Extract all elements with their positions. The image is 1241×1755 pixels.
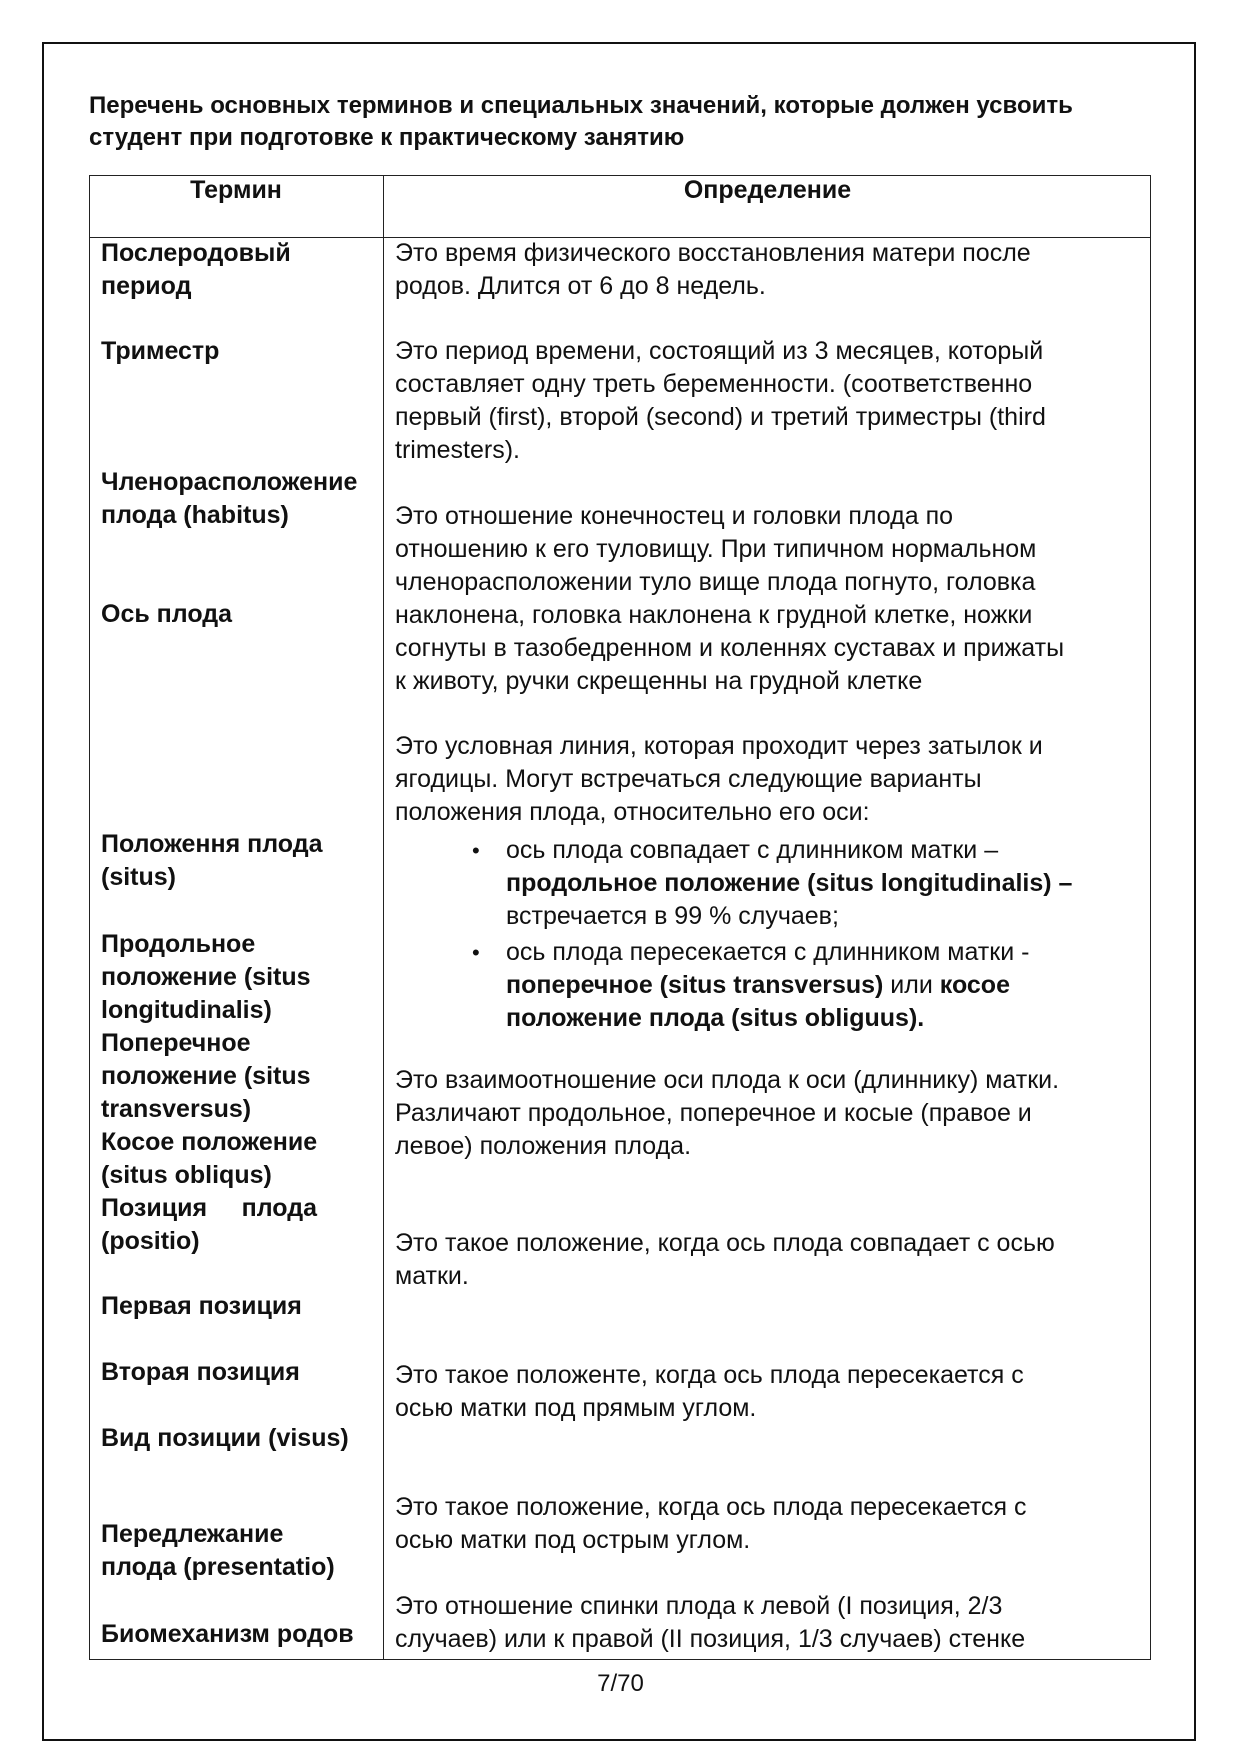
term-positio-word1: Позиция [101,1194,208,1222]
term-visus: Вид позиции (visus) [101,1424,349,1452]
bullet-icon: • [472,940,480,965]
definition-positio: Это отношение спинки плода к левой (I позиция, 2/3 случаев) или к правой (II позиция, 1/3 случаев) стенке [395,1592,1026,1653]
page-number: 7/70 [597,1670,644,1697]
page-title: Перечень основных терминов и специальных значений, которые должен усвоить студент при подготовке к практическому занятию [89,92,1073,151]
bullet-icon: • [472,838,480,863]
term-second-position: Вторая позиция [101,1358,300,1386]
term-trimester: Триместр [101,337,220,365]
definition-fetal-axis: Это условная линия, которая проходит через затылок и ягодицы. Могут встречаться следующие варианты положения плода, относительно его оси: [395,732,1043,826]
bullet-text: ось плода совпадает с длинником матки – [506,836,999,864]
bullet-bold-text: косое положение плода (situs obliguus). [506,971,1010,1032]
bullet-text: или [883,971,940,999]
header-term: Термин [190,176,282,204]
term-fetal-axis: Ось плода [101,600,233,628]
definition-trimester: Это период времени, состоящий из 3 месяцев, который составляет одну треть беременности. (соответственно первый (first), второй (second) и третий триместры (third trimesters). [395,337,1046,464]
definition-oblique: Это такое положение, когда ось плода пересекается с осью матки под острым углом. [395,1493,1027,1554]
header-definition: Определение [683,176,852,204]
bullet-text: ось плода пересекается с длинником матки - [506,938,1030,966]
bullet-bold-text: поперечное (situs transversus) [506,971,884,999]
term-positions: Продольное положение (situs longitudinalis) Поперечное положение (situs transversus) Косое положение (situs obliqus) [101,930,318,1189]
definition-transverse: Это такое положенте, когда ось плода пересекается с осью матки под прямым углом. [395,1361,1024,1422]
term-presentatio: Передлежание плода (presentatio) [101,1520,335,1581]
definition-longitudinal: Это такое положение, когда ось плода совпадает с осью матки. [395,1229,1055,1290]
column-divider [383,175,384,1660]
definition-postpartum: Это время физического восстановления матери после родов. Длится от 6 до 8 недель. [395,239,1031,300]
term-biomechanism: Биомеханизм родов [101,1620,354,1648]
definition-habitus: Это отношение конечностец и головки плода по отношению к его туловищу. При типичном нормальном членорасположении туло вище плода погнуто, головка наклонена, головка наклонена к грудной клетке, ножки согнуты в тазобедренном и коленнях суставах и прижаты к животу, ручки скрещенны на грудной клетке [395,502,1065,695]
term-habitus: Членорасположение плода (habitus) [101,468,358,529]
bullet-bold-text: продольное положение (situs longitudinalis) – [506,869,1073,897]
term-postpartum: Послеродовый период [101,239,291,300]
term-situs: Положення плода (situs) [101,830,323,891]
bullet-longitudinal [506,834,1146,933]
bullet-transverse [506,936,1146,1035]
term-positio [101,1192,317,1225]
bullet-text: встречается в 99 % случаев; [506,902,839,930]
term-positio-latin: (positio) [101,1227,200,1255]
definition-situs: Это взаимоотношение оси плода к оси (длиннику) матки. Различают продольное, поперечное и косые (правое и левое) положения плода. [395,1066,1060,1160]
term-positio-word2: плода [241,1194,317,1222]
term-first-position: Первая позиция [101,1292,302,1320]
